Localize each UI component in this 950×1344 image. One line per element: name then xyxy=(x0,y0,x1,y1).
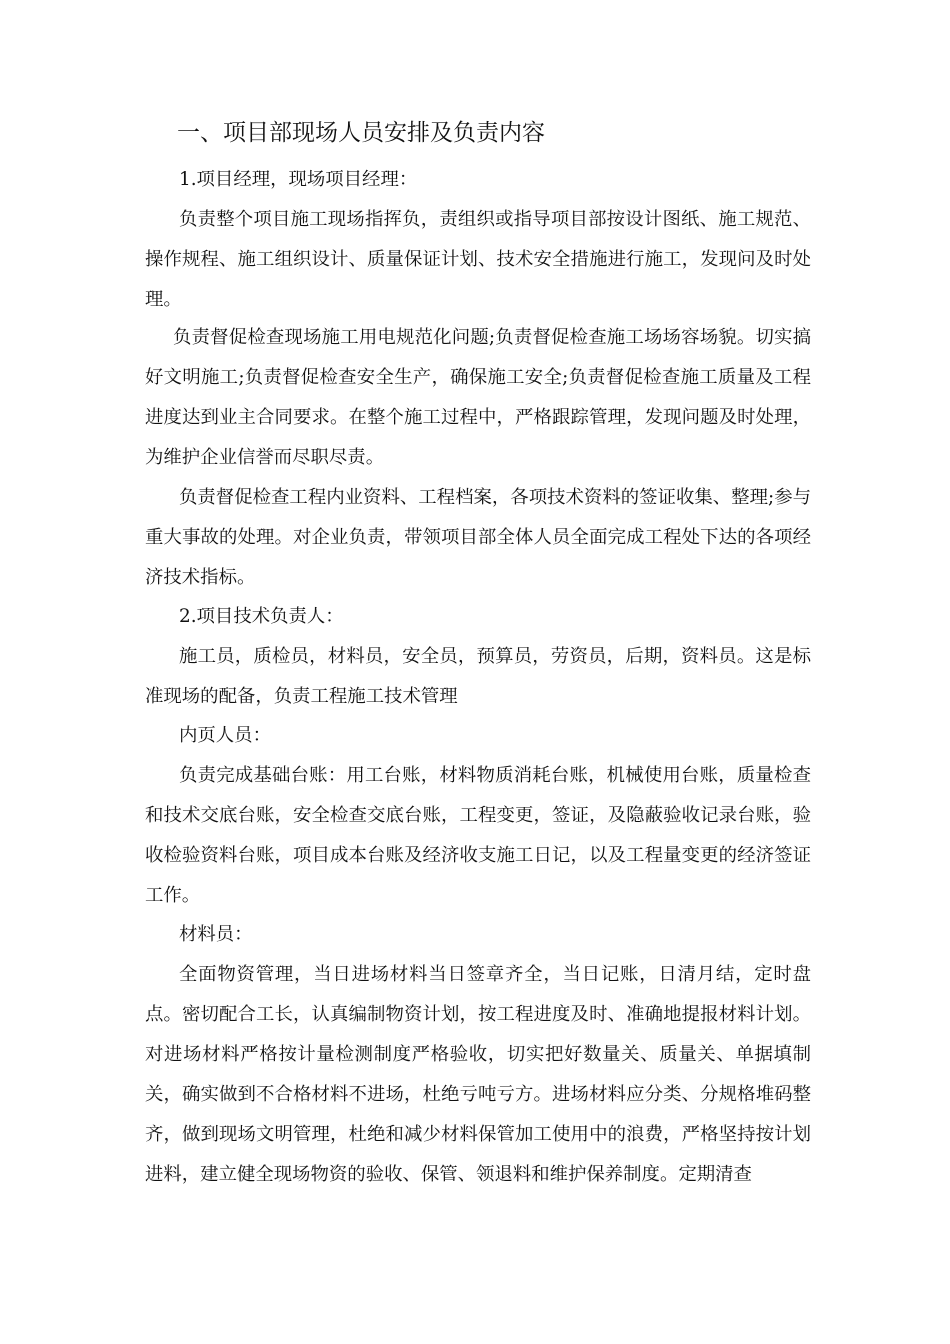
paragraph-internal-staff-duties: 负责完成基础台账：用工台账，材料物质消耗台账，机械使用台账，质量检查和技术交底台账，安全检查交底台账，工程变更，签证，及隐蔽验收记录台账，验收检验资料台账，项目成本台账及经济收支施工日记，以及工程量变更的经济签证工作。 xyxy=(145,765,811,906)
paragraph-material-officer-duties: 全面物资管理，当日进场材料当日签章齐全，当日记账，日清月结，定时盘点。密切配合工长，认真编制物资计划，按工程进度及时、准确地提报材料计划。对进场材料严格按计量检测制度严格验收，切实把好数量关、质量关、单据填制关，确实做到不合格材料不进场，杜绝亏吨亏方。进场材料应分类、分规格堆码整齐，做到现场文明管理，杜绝和减少材料保管加工使用中的浪费，严格坚持按计划进料，建立健全现场物资的验收、保管、领退料和维护保养制度。定期清查 xyxy=(145,964,811,1185)
section-title-technical-lead: 2.项目技术负责人： xyxy=(179,606,344,627)
paragraph-pm-inspection: 负责督促检查现场施工用电规范化问题;负责督促检查施工场场容场貌。切实搞好文明施工;负责督促检查安全生产，确保施工安全;负责督促检查施工质量及工程进度达到业主合同要求。在整个施工过程中，严格跟踪管理，发现问题及时处理，为维护企业信誉而尽职尽责。 xyxy=(145,327,811,468)
paragraph-staffing: 施工员，质检员，材料员，安全员，预算员，劳资员，后期，资料员。这是标准现场的配备，负责工程施工技术管理 xyxy=(145,646,811,707)
paragraph-pm-duties: 负责整个项目施工现场指挥负，责组织或指导项目部按设计图纸、施工规范、操作规程、施工组织设计、质量保证计划、技术安全措施进行施工，发现问及时处理。 xyxy=(145,209,811,310)
document-heading: 一、项目部现场人员安排及负责内容 xyxy=(177,120,545,146)
paragraph-pm-records: 负责督促检查工程内业资料、工程档案，各项技术资料的签证收集、整理;参与重大事故的处理。对企业负责，带领项目部全体人员全面完成工程处下达的各项经济技术指标。 xyxy=(145,487,811,588)
label-internal-staff: 内页人员： xyxy=(179,725,271,746)
label-material-officer: 材料员： xyxy=(179,924,253,945)
section-title-project-manager: 1.项目经理，现场项目经理： xyxy=(179,169,418,190)
